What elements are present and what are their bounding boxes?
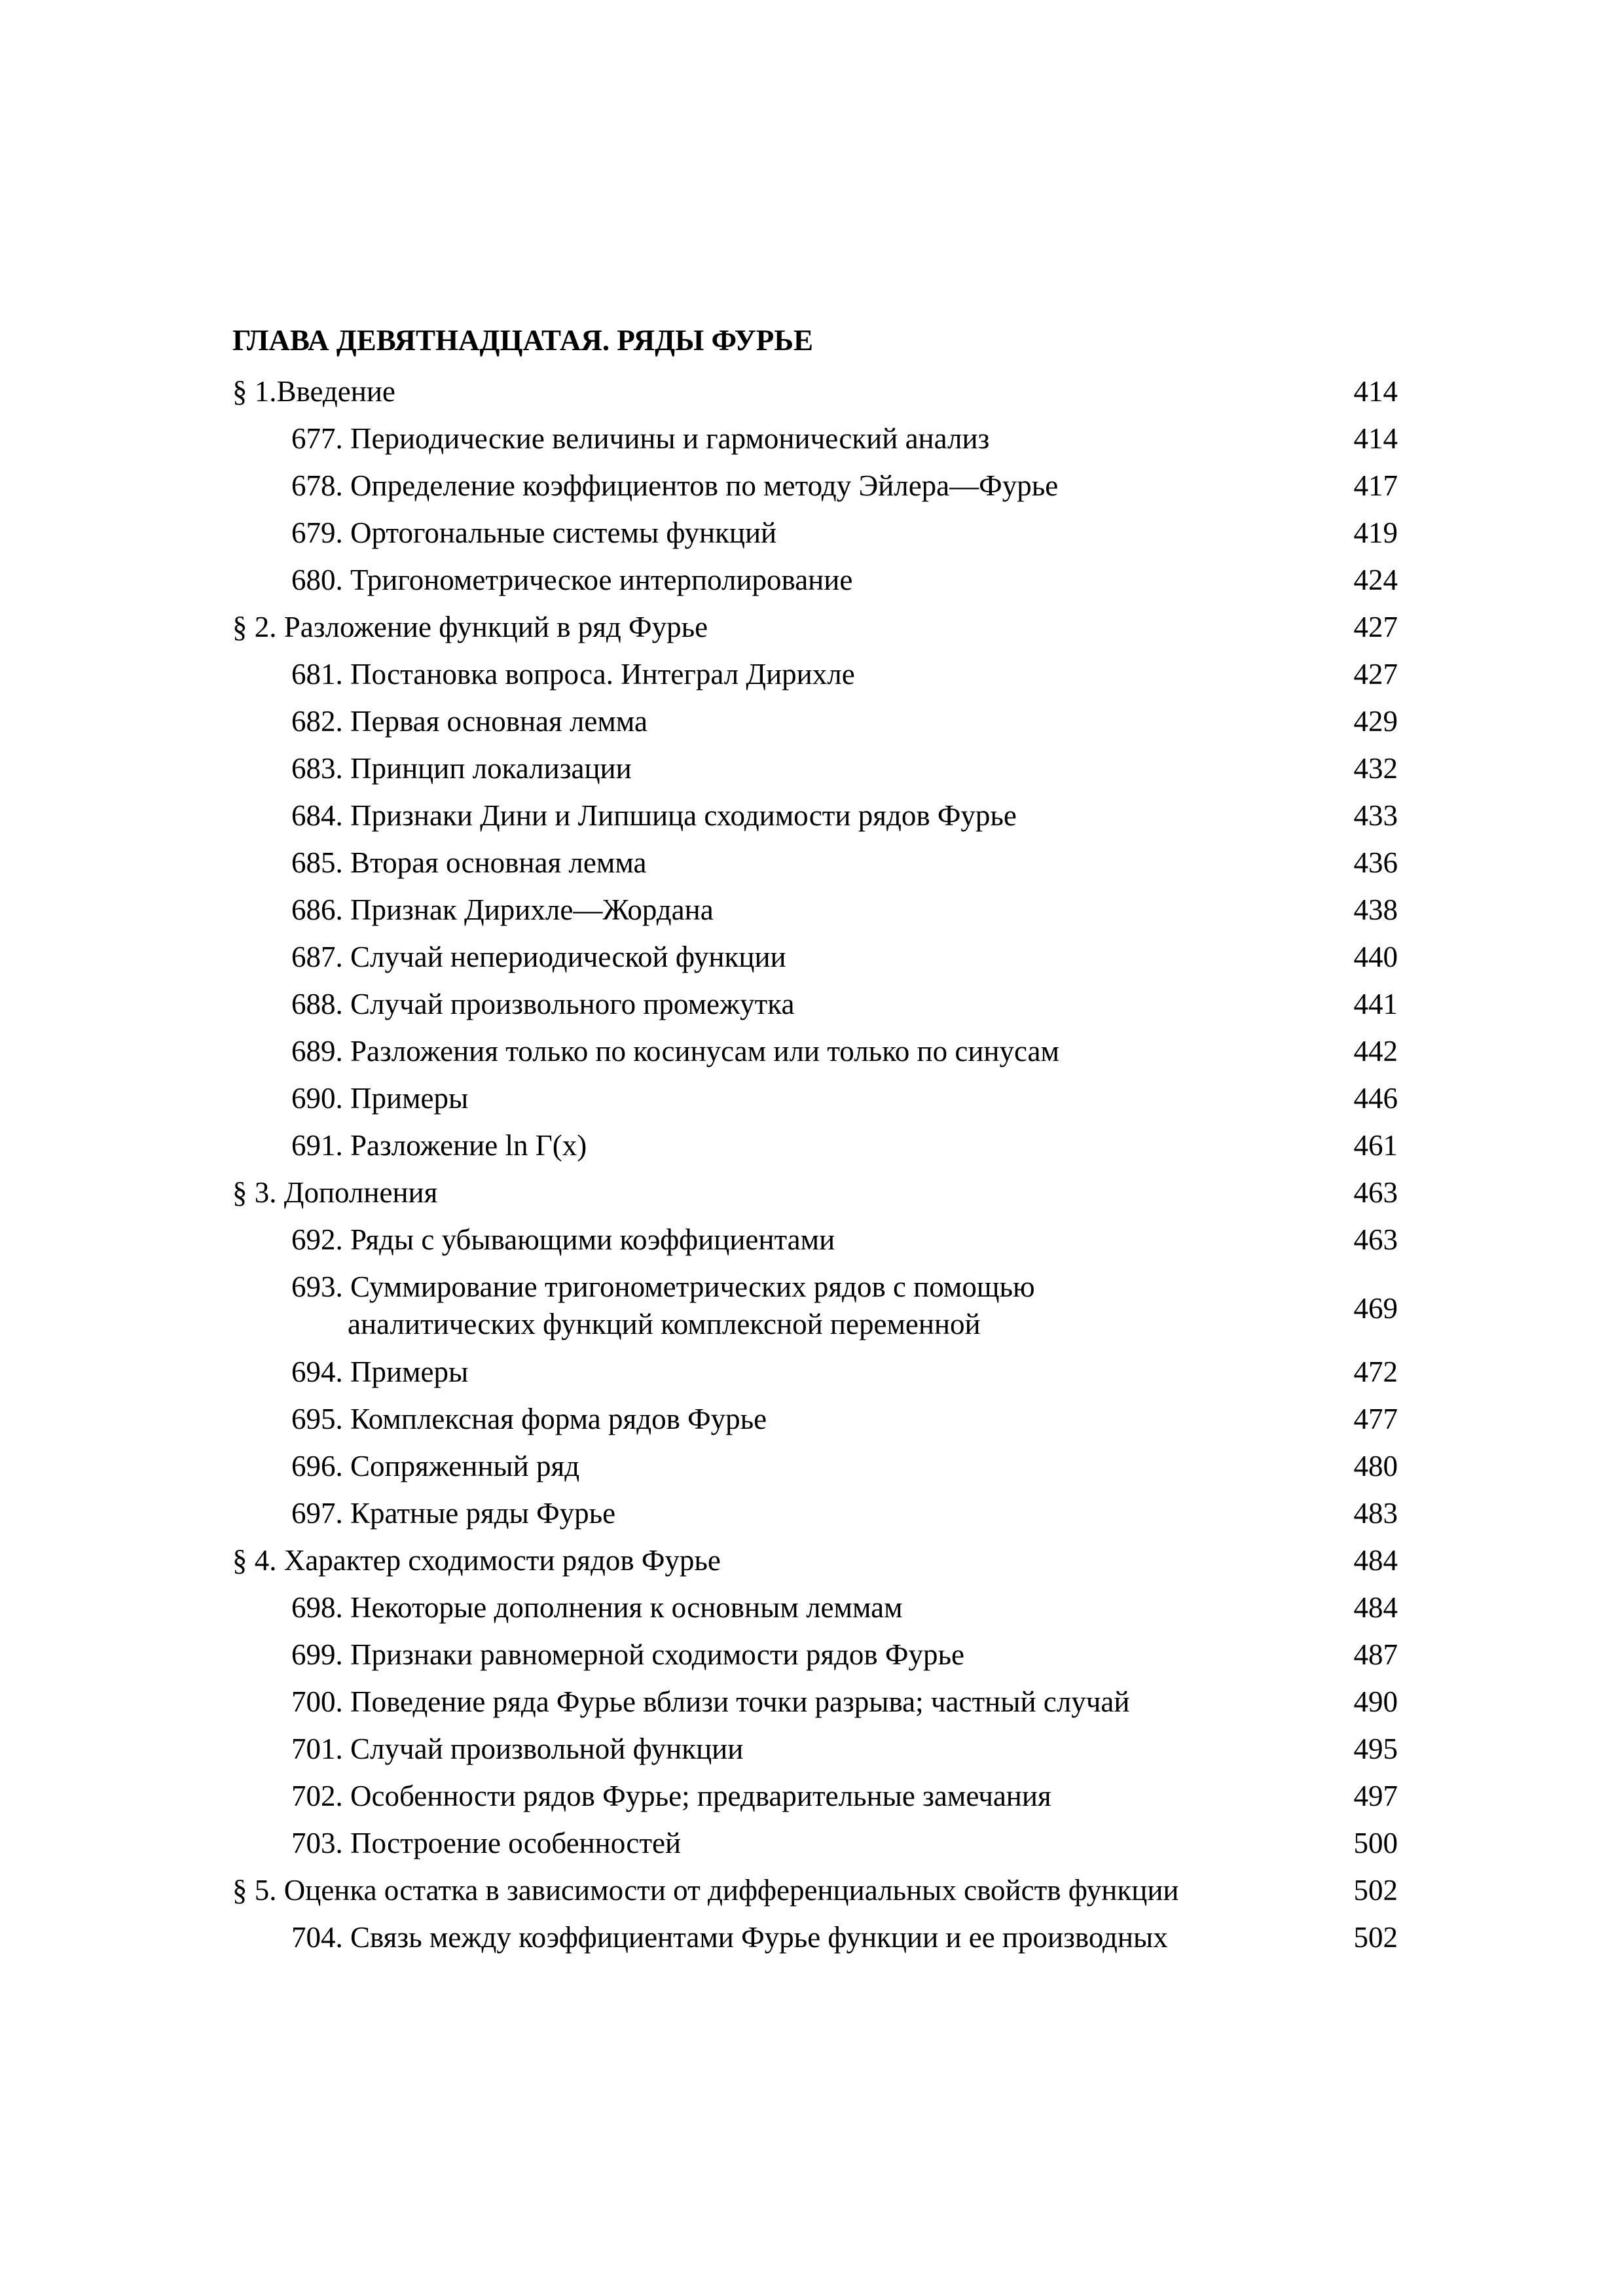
toc-item-row [232, 1075, 1398, 1122]
toc-entry-label: 680. Тригонометрическое интерполирование [291, 564, 853, 596]
toc-entry-label: 698. Некоторые дополнения к основным леммам [291, 1591, 903, 1624]
toc-item-row [232, 1914, 1398, 1961]
toc-entry-label: 702. Особенности рядов Фурье; предварительные замечания [291, 1780, 1051, 1812]
toc-item-row [232, 1631, 1398, 1678]
toc-item-row [232, 839, 1398, 886]
toc-entry-label: 678. Определение коэффициентов по методу Эйлера—Фурье [291, 469, 1059, 502]
toc-entry-label: 686. Признак Дирихле—Жордана [291, 893, 714, 926]
toc-item-row [232, 462, 1398, 509]
toc-page-number: 438 [1353, 893, 1398, 926]
toc-entry-label: 685. Вторая основная лемма [291, 846, 647, 879]
toc-page-number: 500 [1353, 1827, 1398, 1859]
toc-page-number: 497 [1353, 1780, 1398, 1812]
toc-entry-label: § 5. Оценка остатка в зависимости от дифференциальных свойств функции [232, 1874, 1179, 1907]
toc-item-row [232, 651, 1398, 698]
toc-page-number: 463 [1353, 1223, 1398, 1256]
toc-item-row [232, 1122, 1398, 1169]
toc-page-number: 472 [1353, 1355, 1398, 1388]
toc-page-number: 427 [1353, 611, 1398, 643]
toc-page-number: 417 [1353, 469, 1398, 502]
toc-entry-label: 692. Ряды с убывающими коэффициентами [291, 1223, 835, 1256]
toc-item-row [232, 1490, 1398, 1537]
toc-page-number: 446 [1353, 1082, 1398, 1115]
toc-section-row [232, 368, 1398, 415]
toc-entry-label: § 2. Разложение функций в ряд Фурье [232, 611, 708, 643]
toc-page-number: 484 [1353, 1591, 1398, 1624]
toc-page-number: 427 [1353, 658, 1398, 691]
toc-page-number: 490 [1353, 1685, 1398, 1718]
toc-entry-label: 683. Принцип локализации [291, 752, 632, 785]
toc-entry-label: 704. Связь между коэффициентами Фурье функции и ее производных [291, 1921, 1168, 1954]
toc-entry-label: 696. Сопряженный ряд [291, 1450, 580, 1482]
table-of-contents [232, 368, 1398, 1961]
toc-item-row [232, 556, 1398, 603]
toc-section-row [232, 1169, 1398, 1216]
toc-page-number: 502 [1353, 1874, 1398, 1907]
toc-page-number: 502 [1353, 1921, 1398, 1954]
toc-entry-label-line2: аналитических функций комплексной переменной [348, 1308, 981, 1340]
toc-item-row [232, 792, 1398, 839]
toc-page-number: 433 [1353, 799, 1398, 832]
chapter-title: ГЛАВА ДЕВЯТНАДЦАТАЯ. РЯДЫ ФУРЬЕ [232, 324, 813, 357]
toc-page-number: 463 [1353, 1176, 1398, 1209]
toc-entry-label: 694. Примеры [291, 1355, 469, 1388]
toc-section-row [232, 603, 1398, 651]
toc-page-number: 436 [1353, 846, 1398, 879]
toc-page-number: 414 [1353, 422, 1398, 455]
toc-entry-label: 697. Кратные ряды Фурье [291, 1497, 616, 1530]
toc-entry-label-line1: 693. Суммирование тригонометрических рядов с помощью [291, 1270, 1035, 1303]
toc-item-row [232, 1584, 1398, 1631]
toc-item-row [232, 698, 1398, 745]
toc-entry-label: 703. Построение особенностей [291, 1827, 682, 1859]
toc-page-number: 461 [1353, 1129, 1398, 1162]
toc-entry-label: 690. Примеры [291, 1082, 469, 1115]
toc-entry-label: 699. Признаки равномерной сходимости рядов Фурье [291, 1638, 964, 1671]
toc-entry-label: 682. Первая основная лемма [291, 705, 648, 738]
toc-entry-label: 684. Признаки Дини и Липшица сходимости рядов Фурье [291, 799, 1017, 832]
toc-item-row [232, 1028, 1398, 1075]
toc-item-row [232, 1395, 1398, 1443]
toc-item-row [232, 1772, 1398, 1820]
toc-entry-label: 700. Поведение ряда Фурье вблизи точки разрыва; частный случай [291, 1685, 1130, 1718]
toc-page-number: 419 [1353, 516, 1398, 549]
toc-page-number: 483 [1353, 1497, 1398, 1530]
toc-item-row [232, 1348, 1398, 1395]
toc-entry-label: 691. Разложение ln Γ(x) [291, 1129, 587, 1162]
toc-entry-label: 687. Случай непериодической функции [291, 941, 786, 973]
toc-item-row [232, 415, 1398, 462]
toc-page-number: 480 [1353, 1450, 1398, 1482]
toc-page-number: 424 [1353, 564, 1398, 596]
toc-page-number: 432 [1353, 752, 1398, 785]
toc-entry-label: § 4. Характер сходимости рядов Фурье [232, 1544, 721, 1577]
toc-page-number: 441 [1353, 988, 1398, 1020]
toc-page-number: 477 [1353, 1403, 1398, 1435]
toc-page-number: 429 [1353, 705, 1398, 738]
toc-entry-label [291, 1268, 1241, 1343]
toc-item-row [232, 1443, 1398, 1490]
toc-entry-label: 679. Ортогональные системы функций [291, 516, 777, 549]
toc-entry-label: 695. Комплексная форма рядов Фурье [291, 1403, 767, 1435]
toc-item-row [232, 1216, 1398, 1263]
toc-item-row [232, 745, 1398, 792]
toc-entry-label: § 1.Введение [232, 375, 395, 408]
toc-entry-label: 701. Случай произвольной функции [291, 1732, 744, 1765]
toc-entry-label: § 3. Дополнения [232, 1176, 438, 1209]
toc-item-row [232, 933, 1398, 980]
toc-item-row [232, 509, 1398, 556]
toc-item-row [232, 1678, 1398, 1725]
toc-page-number: 442 [1353, 1035, 1398, 1067]
toc-entry-label: 681. Постановка вопроса. Интеграл Дирихле [291, 658, 855, 691]
toc-item-row [232, 1725, 1398, 1772]
toc-section-row [232, 1867, 1398, 1914]
toc-item-row [232, 1820, 1398, 1867]
toc-item-row [232, 1263, 1398, 1348]
toc-page-number: 495 [1353, 1732, 1398, 1765]
toc-entry-label: 677. Периодические величины и гармонический анализ [291, 422, 990, 455]
toc-page-number: 487 [1353, 1638, 1398, 1671]
toc-entry-label: 689. Разложения только по косинусам или только по синусам [291, 1035, 1059, 1067]
toc-page-number: 484 [1353, 1544, 1398, 1577]
toc-page-number: 414 [1353, 375, 1398, 408]
toc-section-row [232, 1537, 1398, 1584]
toc-item-row [232, 886, 1398, 933]
toc-entry-label: 688. Случай произвольного промежутка [291, 988, 795, 1020]
toc-item-row [232, 980, 1398, 1028]
toc-page-number: 469 [1353, 1292, 1398, 1325]
toc-page-number: 440 [1353, 941, 1398, 973]
